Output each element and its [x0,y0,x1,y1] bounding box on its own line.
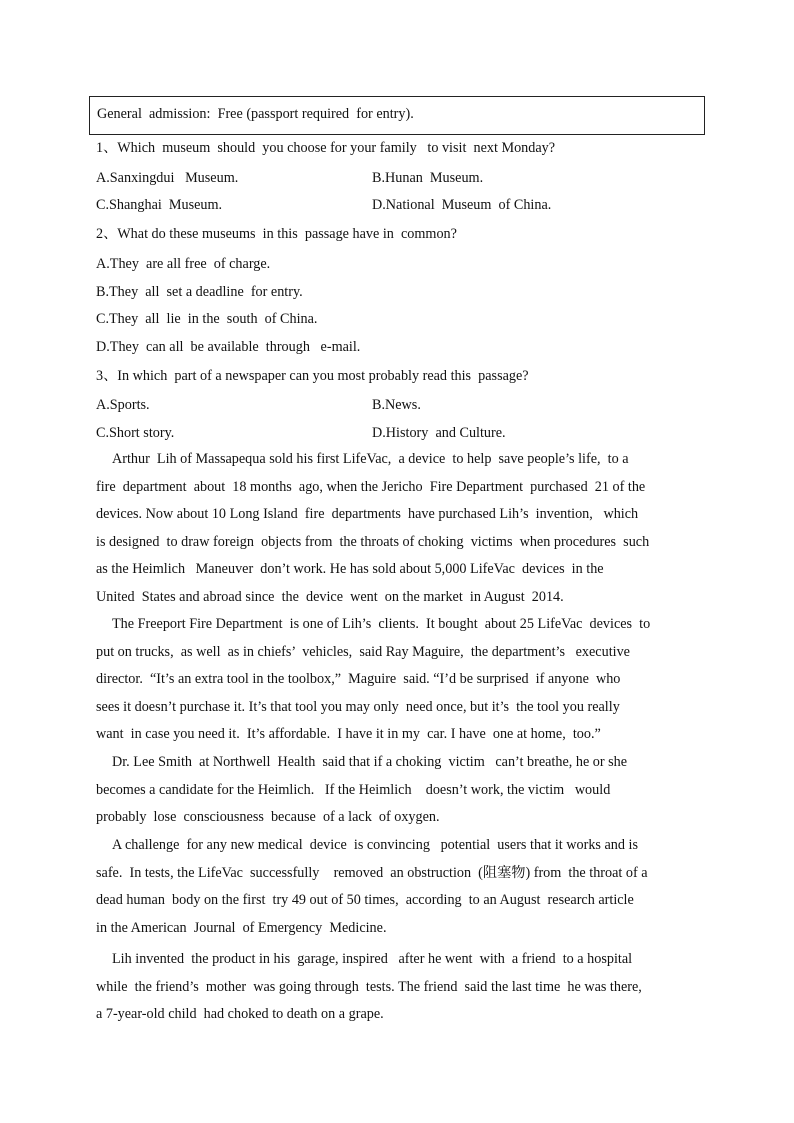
question-2-option-c: C.They all lie in the south of China. [96,311,318,327]
passage-line: A challenge for any new medical device is convincing potential users that it works and is [112,837,638,853]
question-3-option-a: A.Sports. [96,397,150,413]
question-1-option-a: A.Sanxingdui Museum. [96,170,239,186]
passage-line: devices. Now about 10 Long Island fire departments have purchased Lih’s invention, which [96,506,639,522]
passage-line: sees it doesn’t purchase it. It’s that tool you may only need once, but it’s the tool you really [96,698,620,715]
question-1-stem: 1、Which museum should you choose for your family to visit next Monday? [96,140,556,156]
admission-text: General admission: Free (passport required for entry). [97,106,414,122]
passage-paragraph-3 [96,749,696,832]
passage-line: a 7-year-old child had choked to death on a grape. [96,1006,384,1022]
question-3-option-c: C.Short story. [96,425,175,441]
passage-line: is designed to draw foreign objects from the throats of choking victims when procedures such [96,533,650,550]
question-2-option-a: A.They are all free of charge. [96,256,271,272]
admission-box [89,96,705,135]
passage-line: probably lose consciousness because of a lack of oxygen. [96,809,440,825]
passage-line: becomes a candidate for the Heimlich. If the Heimlich doesn’t work, the victim would [96,781,611,798]
question-1-option-d: D.National Museum of China. [372,197,552,213]
passage-line: as the Heimlich Maneuver don’t work. He has sold about 5,000 LifeVac devices in the [96,561,604,577]
passage-line: put on trucks, as well as in chiefs’ vehicles, said Ray Maguire, the department’s executive [96,643,630,660]
question-2-option-b: B.They all set a deadline for entry. [96,284,303,300]
passage-line: want in case you need it. It’s affordable. I have it in my car. I have one at home, too.” [96,726,601,742]
passage-line: director. “It’s an extra tool in the toolbox,” Maguire said. “I’d be surprised if anyone who [96,671,621,687]
passage-line: Arthur Lih of Massapequa sold his first LifeVac, a device to help save people’s life, to a [112,451,629,467]
passage-line: fire department about 18 months ago, when the Jericho Fire Department purchased 21 of the [96,478,646,495]
question-1-option-b: B.Hunan Museum. [372,170,484,186]
passage-line: in the American Journal of Emergency Medicine. [96,919,387,936]
passage-paragraph-2 [96,611,696,749]
question-2-stem: 2、What do these museums in this passage have in common? [96,226,457,242]
passage-line: Dr. Lee Smith at Northwell Health said that if a choking victim can’t breathe, he or she [112,754,628,770]
passage-paragraph-4 [96,832,696,942]
question-3-stem: 3、In which part of a newspaper can you most probably read this passage? [96,368,529,384]
passage-paragraph-5 [96,946,696,1029]
passage-line: dead human body on the first try 49 out of 50 times, according to an August research article [96,892,634,908]
question-2-option-d: D.They can all be available through e-mail. [96,339,361,355]
passage-line: while the friend’s mother was going through tests. The friend said the last time he was there, [96,978,642,995]
passage-line: Lih invented the product in his garage, inspired after he went with a friend to a hospital [112,951,633,967]
question-3-option-b: B.News. [372,397,421,413]
passage-paragraph-1 [96,446,696,611]
question-1-option-c: C.Shanghai Museum. [96,197,223,213]
passage-line: safe. In tests, the LifeVac successfully removed an obstruction (阻塞物) from the throat of a [96,864,648,881]
question-3-option-d: D.History and Culture. [372,425,506,441]
passage-line: The Freeport Fire Department is one of Lih’s clients. It bought about 25 LifeVac devices to [112,616,651,632]
passage-line: United States and abroad since the device went on the market in August 2014. [96,588,564,605]
